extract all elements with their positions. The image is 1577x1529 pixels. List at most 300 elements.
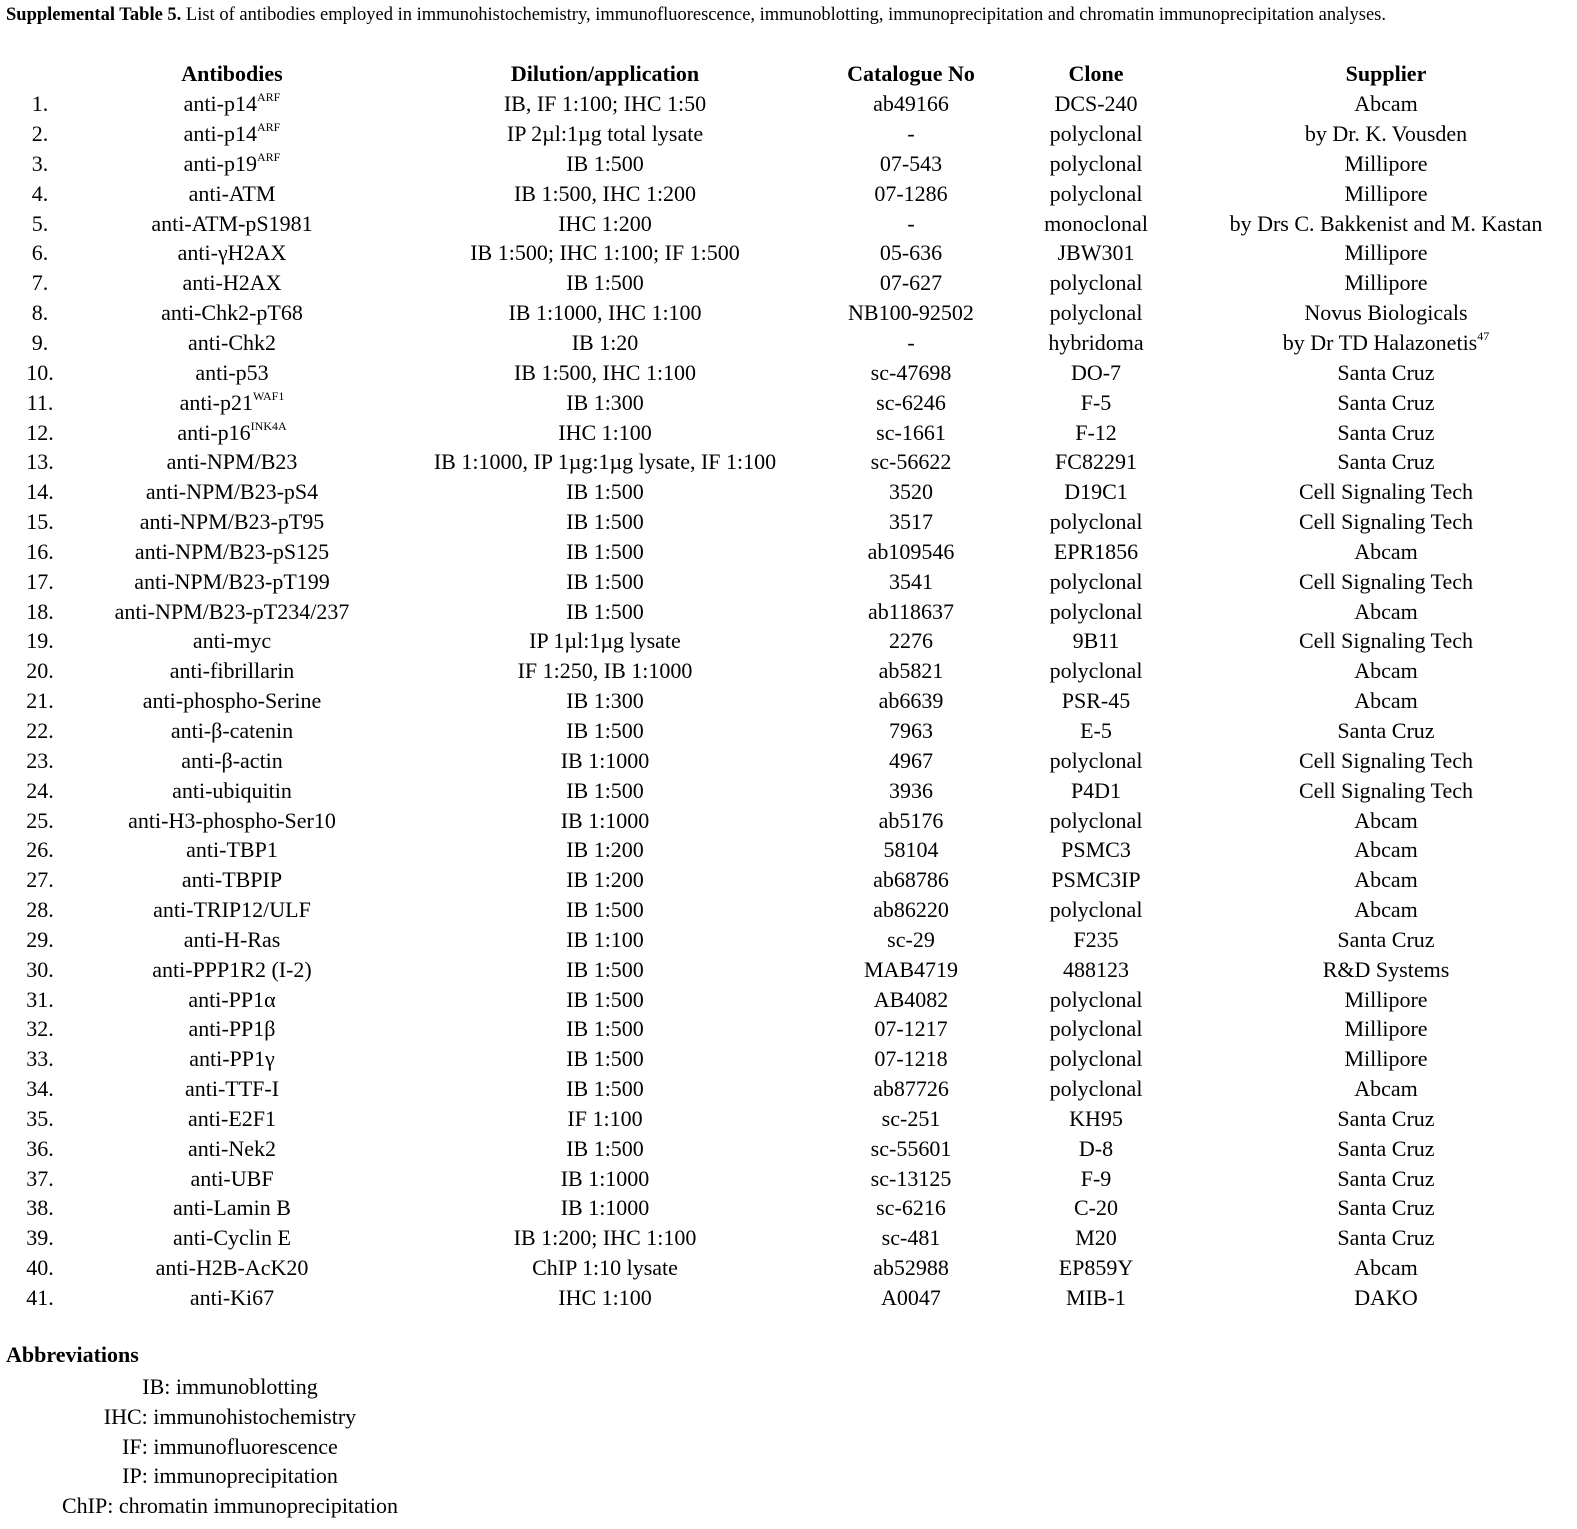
row-number: 17. — [26, 568, 54, 594]
supplier-cell — [1196, 1014, 1576, 1044]
supplier: Cell Signaling Tech — [1298, 628, 1474, 654]
row-number-cell — [0, 268, 80, 298]
supplier-cell — [1196, 1193, 1576, 1223]
antibody-name-cell — [80, 1283, 384, 1313]
dilution-application-cell — [384, 895, 826, 925]
abbreviation-item: ChIP: chromatin immunoprecipitation — [61, 1493, 399, 1519]
clone-cell — [996, 805, 1196, 835]
catalogue-number-cell — [826, 1014, 996, 1044]
row-number-cell — [0, 865, 80, 895]
supplier: Santa Cruz — [1337, 449, 1435, 475]
dilution-application-cell — [384, 1193, 826, 1223]
catalogue-number-cell — [826, 805, 996, 835]
clone: F235 — [1073, 926, 1119, 952]
dilution-application: IB 1:500 — [566, 897, 644, 923]
dilution-application: IB 1:500 — [566, 479, 644, 505]
catalogue-number-cell — [826, 268, 996, 298]
table-row — [0, 805, 1576, 835]
clone: polyclonal — [1049, 1076, 1143, 1102]
row-number-cell — [0, 835, 80, 865]
clone: PSMC3IP — [1051, 867, 1141, 893]
dilution-application-cell — [384, 119, 826, 149]
supplier: by Drs C. Bakkenist and M. Kastan — [1229, 210, 1543, 236]
supplier-cell — [1196, 745, 1576, 775]
clone: polyclonal — [1049, 121, 1143, 147]
supplier-cell — [1196, 1133, 1576, 1163]
row-number-cell — [0, 656, 80, 686]
caption-label: Supplemental Table 5. — [6, 5, 182, 25]
supplier: Abcam — [1354, 837, 1418, 863]
table-caption — [6, 4, 1571, 26]
row-number: 28. — [26, 897, 54, 923]
supplier: Cell Signaling Tech — [1298, 568, 1474, 594]
dilution-application: IHC 1:100 — [558, 1285, 652, 1311]
catalogue-number: ab86220 — [873, 897, 949, 923]
row-number: 12. — [26, 419, 54, 445]
table-row — [0, 745, 1576, 775]
row-number-cell — [0, 178, 80, 208]
clone: 488123 — [1063, 956, 1129, 982]
antibody-name-cell — [80, 1163, 384, 1193]
catalogue-number-cell — [826, 1283, 996, 1313]
row-number: 39. — [26, 1225, 54, 1251]
clone: polyclonal — [1049, 747, 1143, 773]
antibody-name: anti-Ki67 — [189, 1285, 275, 1311]
catalogue-number-cell — [826, 357, 996, 387]
antibody-name: anti-β-actin — [181, 747, 283, 773]
catalogue-number-cell — [826, 298, 996, 328]
supplier-cell — [1196, 537, 1576, 567]
dilution-application: IHC 1:100 — [558, 419, 652, 445]
dilution-application-cell — [384, 89, 826, 119]
table-row — [0, 507, 1576, 537]
supplier-cell — [1196, 328, 1576, 358]
dilution-application: IB 1:1000 — [560, 1165, 650, 1191]
supplier: DAKO — [1354, 1285, 1418, 1311]
antibody-name-cell — [80, 745, 384, 775]
row-number: 14. — [26, 479, 54, 505]
table-row — [0, 477, 1576, 507]
clone: polyclonal — [1049, 1016, 1143, 1042]
row-number: 35. — [26, 1105, 54, 1131]
catalogue-number: ab5176 — [878, 807, 944, 833]
table-row — [0, 1074, 1576, 1104]
abbreviations-title: Abbreviations — [6, 1342, 139, 1367]
supplier: Santa Cruz — [1337, 1165, 1435, 1191]
catalogue-number-cell — [826, 477, 996, 507]
dilution-application-cell — [384, 328, 826, 358]
clone: DO-7 — [1070, 359, 1122, 385]
clone-cell — [996, 357, 1196, 387]
row-number-cell — [0, 417, 80, 447]
antibody-name: anti-PP1α — [188, 986, 276, 1012]
row-number: 23. — [26, 747, 54, 773]
row-number-cell — [0, 1133, 80, 1163]
antibody-name-cell — [80, 1133, 384, 1163]
antibody-table — [0, 59, 1576, 1312]
supplier-cell — [1196, 298, 1576, 328]
dilution-application-cell — [384, 1163, 826, 1193]
row-number: 31. — [26, 986, 54, 1012]
dilution-application-cell — [384, 686, 826, 716]
abbreviation-item: IF: immunofluorescence — [122, 1433, 338, 1459]
table-row — [0, 149, 1576, 179]
dilution-application: IB 1:1000, IHC 1:100 — [508, 300, 702, 326]
supplier: Cell Signaling Tech — [1298, 509, 1474, 535]
dilution-application-cell — [384, 1014, 826, 1044]
supplier-cell — [1196, 775, 1576, 805]
table-body — [0, 89, 1576, 1313]
dilution-application-cell — [384, 984, 826, 1014]
catalogue-number-cell — [826, 954, 996, 984]
antibody-name-cell — [80, 835, 384, 865]
table-row — [0, 178, 1576, 208]
table-row — [0, 328, 1576, 358]
supplier-cell — [1196, 268, 1576, 298]
catalogue-number: 4967 — [889, 747, 933, 773]
clone: polyclonal — [1049, 300, 1143, 326]
abbreviation-item: IB: immunoblotting — [142, 1374, 318, 1399]
dilution-application-cell — [384, 775, 826, 805]
row-number: 24. — [26, 777, 54, 803]
dilution-application-cell — [384, 417, 826, 447]
clone: F-9 — [1080, 1165, 1112, 1191]
antibody-name-cell — [80, 924, 384, 954]
clone-cell — [996, 596, 1196, 626]
supplier-cell — [1196, 238, 1576, 268]
clone: polyclonal — [1049, 270, 1143, 296]
antibody-name: anti-fibrillarin — [169, 658, 295, 684]
catalogue-number: sc-1661 — [876, 419, 946, 445]
clone-cell — [996, 178, 1196, 208]
clone-cell — [996, 1193, 1196, 1223]
antibody-name-cell — [80, 626, 384, 656]
row-number-cell — [0, 984, 80, 1014]
antibody-name: anti-p14 — [183, 91, 257, 117]
supplier-cell — [1196, 716, 1576, 746]
table-row — [0, 387, 1576, 417]
row-number: 29. — [26, 926, 54, 952]
row-number: 33. — [26, 1046, 54, 1072]
row-number-cell — [0, 716, 80, 746]
row-number-cell — [0, 477, 80, 507]
dilution-application-cell — [384, 298, 826, 328]
antibody-name-superscript: ARF — [256, 120, 281, 135]
dilution-application: IHC 1:200 — [558, 210, 652, 236]
catalogue-number-cell — [826, 1074, 996, 1104]
supplier-cell — [1196, 924, 1576, 954]
catalogue-number: - — [907, 121, 915, 147]
clone: polyclonal — [1049, 180, 1143, 206]
dilution-application-cell — [384, 745, 826, 775]
antibody-name-cell — [80, 805, 384, 835]
supplier: Cell Signaling Tech — [1298, 777, 1474, 803]
antibody-name: anti-E2F1 — [188, 1105, 276, 1131]
supplier-cell — [1196, 805, 1576, 835]
row-number-cell — [0, 686, 80, 716]
dilution-application-cell — [384, 268, 826, 298]
catalogue-number-cell — [826, 387, 996, 417]
catalogue-number: 07-1217 — [874, 1016, 948, 1042]
dilution-application: IB 1:500 — [566, 1076, 644, 1102]
clone-cell — [996, 387, 1196, 417]
dilution-application-cell — [384, 1133, 826, 1163]
antibody-name: anti-NPM/B23-pS4 — [145, 479, 319, 505]
row-number: 8. — [31, 300, 49, 326]
catalogue-number-cell — [826, 984, 996, 1014]
antibody-name: anti-NPM/B23-pT199 — [134, 568, 330, 594]
abbreviation-item: IHC: immunohistochemistry — [103, 1403, 357, 1429]
row-number-cell — [0, 537, 80, 567]
row-number-cell — [0, 1044, 80, 1074]
clone-cell — [996, 298, 1196, 328]
catalogue-number-cell — [826, 447, 996, 477]
dilution-application: IB 1:500 — [566, 956, 644, 982]
supplier-cell — [1196, 447, 1576, 477]
dilution-application-cell — [384, 208, 826, 238]
header-number — [0, 59, 80, 89]
supplier-cell — [1196, 566, 1576, 596]
clone: polyclonal — [1049, 568, 1143, 594]
clone: polyclonal — [1049, 1046, 1143, 1072]
dilution-application-cell — [384, 835, 826, 865]
dilution-application-cell — [384, 1253, 826, 1283]
dilution-application: IB 1:1000 — [560, 807, 650, 833]
dilution-application-cell — [384, 805, 826, 835]
caption-text: List of antibodies employed in immunohistochemistry, immunofluorescence, immunoblotting, immunoprecipitation and chromatin immunoprecipitation analyses. — [181, 5, 1386, 25]
dilution-application: IF 1:100 — [567, 1105, 643, 1131]
table-row — [0, 566, 1576, 596]
row-number-cell — [0, 745, 80, 775]
antibody-name: anti-TBP1 — [186, 837, 278, 863]
dilution-application: IP 1µl:1µg lysate — [529, 628, 681, 654]
supplier-cell — [1196, 984, 1576, 1014]
header-catalogue: Catalogue No — [847, 61, 975, 87]
supplier: Millipore — [1344, 986, 1428, 1012]
catalogue-number-cell — [826, 656, 996, 686]
abbreviations-list — [0, 1372, 460, 1521]
antibody-name-cell — [80, 417, 384, 447]
clone-cell — [996, 119, 1196, 149]
dilution-application-cell — [384, 238, 826, 268]
clone: EPR1856 — [1053, 538, 1139, 564]
table-row — [0, 357, 1576, 387]
catalogue-number: 07-1218 — [874, 1046, 948, 1072]
supplier-cell — [1196, 1104, 1576, 1134]
clone-cell — [996, 1223, 1196, 1253]
table-row — [0, 596, 1576, 626]
table-row — [0, 656, 1576, 686]
table-row — [0, 835, 1576, 865]
supplier: Santa Cruz — [1337, 389, 1435, 415]
dilution-application: IB 1:300 — [566, 688, 644, 714]
row-number-cell — [0, 1193, 80, 1223]
catalogue-number-cell — [826, 626, 996, 656]
table-row — [0, 984, 1576, 1014]
row-number: 5. — [31, 210, 49, 236]
table-row — [0, 1104, 1576, 1134]
clone: polyclonal — [1049, 658, 1143, 684]
antibody-name: anti-UBF — [190, 1165, 274, 1191]
antibody-name: anti-Lamin B — [173, 1195, 291, 1221]
antibody-name: anti-Chk2 — [188, 330, 276, 356]
row-number: 1. — [31, 91, 49, 117]
antibody-name-cell — [80, 477, 384, 507]
clone-cell — [996, 924, 1196, 954]
catalogue-number: ab49166 — [873, 91, 949, 117]
supplier-cell — [1196, 1163, 1576, 1193]
catalogue-number: sc-6216 — [876, 1195, 946, 1221]
clone-cell — [996, 417, 1196, 447]
dilution-application-cell — [384, 477, 826, 507]
clone: D19C1 — [1064, 479, 1128, 505]
catalogue-number-cell — [826, 1133, 996, 1163]
table-row — [0, 298, 1576, 328]
catalogue-number: ab5821 — [878, 658, 944, 684]
antibody-name-superscript: WAF1 — [252, 388, 285, 403]
antibody-name-cell — [80, 865, 384, 895]
antibody-name-cell — [80, 1044, 384, 1074]
table-row — [0, 1133, 1576, 1163]
table-row — [0, 924, 1576, 954]
table-row — [0, 775, 1576, 805]
dilution-application: ChIP 1:10 lysate — [532, 1255, 678, 1281]
row-number: 20. — [26, 658, 54, 684]
antibody-name-cell — [80, 447, 384, 477]
antibody-name: anti-NPM/B23-pT95 — [139, 509, 325, 535]
clone-cell — [996, 149, 1196, 179]
supplier: by Dr. K. Vousden — [1304, 121, 1468, 147]
catalogue-number: sc-251 — [881, 1105, 941, 1131]
supplier: Santa Cruz — [1337, 1225, 1435, 1251]
supplier: Santa Cruz — [1337, 359, 1435, 385]
supplier: Millipore — [1344, 270, 1428, 296]
abbreviation-item: IP: immunoprecipitation — [122, 1463, 338, 1489]
row-number-cell — [0, 1104, 80, 1134]
dilution-application: IB 1:500 — [566, 598, 644, 624]
clone: monoclonal — [1044, 210, 1148, 236]
antibody-name-cell — [80, 1193, 384, 1223]
dilution-application: IB 1:500 — [566, 270, 644, 296]
row-number-cell — [0, 89, 80, 119]
table-row — [0, 1223, 1576, 1253]
antibody-name: anti-ATM — [188, 180, 276, 206]
antibody-name-cell — [80, 954, 384, 984]
row-number-cell — [0, 357, 80, 387]
supplier-cell — [1196, 1223, 1576, 1253]
table-row — [0, 1283, 1576, 1313]
row-number-cell — [0, 895, 80, 925]
supplier: Cell Signaling Tech — [1298, 747, 1474, 773]
antibody-name: anti-phospho-Serine — [142, 688, 322, 714]
antibody-name: anti-H-Ras — [183, 926, 281, 952]
clone: EP859Y — [1058, 1255, 1134, 1281]
row-number-cell — [0, 328, 80, 358]
row-number: 18. — [26, 598, 54, 624]
clone: F-5 — [1080, 389, 1112, 415]
antibody-name-superscript: INK4A — [250, 418, 287, 433]
catalogue-number: 2276 — [889, 628, 933, 654]
supplier-cell — [1196, 596, 1576, 626]
catalogue-number-cell — [826, 537, 996, 567]
catalogue-number-cell — [826, 1193, 996, 1223]
clone-cell — [996, 656, 1196, 686]
dilution-application: IB 1:500 — [566, 986, 644, 1012]
supplier: Millipore — [1344, 180, 1428, 206]
antibody-name: anti-γH2AX — [177, 240, 287, 266]
clone: polyclonal — [1049, 150, 1143, 176]
table-row — [0, 268, 1576, 298]
supplier: Abcam — [1354, 1255, 1418, 1281]
antibody-name-superscript: ARF — [256, 90, 281, 105]
supplier: Santa Cruz — [1337, 926, 1435, 952]
supplier-cell — [1196, 835, 1576, 865]
supplier: Santa Cruz — [1337, 717, 1435, 743]
supplier-cell — [1196, 1253, 1576, 1283]
antibody-name: anti-myc — [192, 628, 272, 654]
dilution-application: IB 1:100 — [566, 926, 644, 952]
row-number-cell — [0, 149, 80, 179]
dilution-application-cell — [384, 566, 826, 596]
dilution-application: IB 1:500 — [566, 538, 644, 564]
clone: M20 — [1075, 1225, 1117, 1251]
row-number-cell — [0, 1223, 80, 1253]
dilution-application: IB, IF 1:100; IHC 1:50 — [503, 91, 707, 117]
catalogue-number-cell — [826, 865, 996, 895]
catalogue-number: sc-481 — [881, 1225, 941, 1251]
catalogue-number-cell — [826, 89, 996, 119]
supplier-superscript: 47 — [1477, 329, 1490, 344]
row-number-cell — [0, 1163, 80, 1193]
antibody-name-cell — [80, 537, 384, 567]
catalogue-number-cell — [826, 686, 996, 716]
dilution-application: IB 1:200 — [566, 867, 644, 893]
dilution-application: IB 1:500 — [566, 509, 644, 535]
supplier: Cell Signaling Tech — [1298, 479, 1474, 505]
supplier-cell — [1196, 357, 1576, 387]
clone-cell — [996, 745, 1196, 775]
supplier-cell — [1196, 387, 1576, 417]
row-number: 41. — [26, 1285, 54, 1311]
catalogue-number: NB100-92502 — [848, 300, 974, 326]
row-number-cell — [0, 1074, 80, 1104]
clone-cell — [996, 865, 1196, 895]
header-antibodies: Antibodies — [181, 61, 283, 87]
clone: KH95 — [1069, 1105, 1123, 1131]
dilution-application: IB 1:500, IHC 1:100 — [513, 359, 697, 385]
row-number: 4. — [31, 180, 49, 206]
table-row — [0, 626, 1576, 656]
antibody-name: anti-p53 — [195, 359, 269, 385]
antibody-name: anti-PPP1R2 (I-2) — [152, 956, 312, 982]
clone: PSMC3 — [1061, 837, 1131, 863]
catalogue-number-cell — [826, 596, 996, 626]
clone-cell — [996, 716, 1196, 746]
table-row — [0, 1193, 1576, 1223]
dilution-application: IB 1:300 — [566, 389, 644, 415]
clone: C-20 — [1074, 1195, 1118, 1221]
table-row — [0, 1044, 1576, 1074]
dilution-application: IB 1:1000, IP 1µg:1µg lysate, IF 1:100 — [433, 449, 777, 475]
supplier: Abcam — [1354, 538, 1418, 564]
antibody-name: anti-β-catenin — [170, 717, 294, 743]
supplier: Abcam — [1354, 897, 1418, 923]
clone-cell — [996, 1014, 1196, 1044]
dilution-application: IF 1:250, IB 1:1000 — [517, 658, 693, 684]
antibody-name: anti-H2AX — [182, 270, 282, 296]
catalogue-number: - — [907, 330, 915, 356]
dilution-application: IB 1:1000 — [560, 1195, 650, 1221]
